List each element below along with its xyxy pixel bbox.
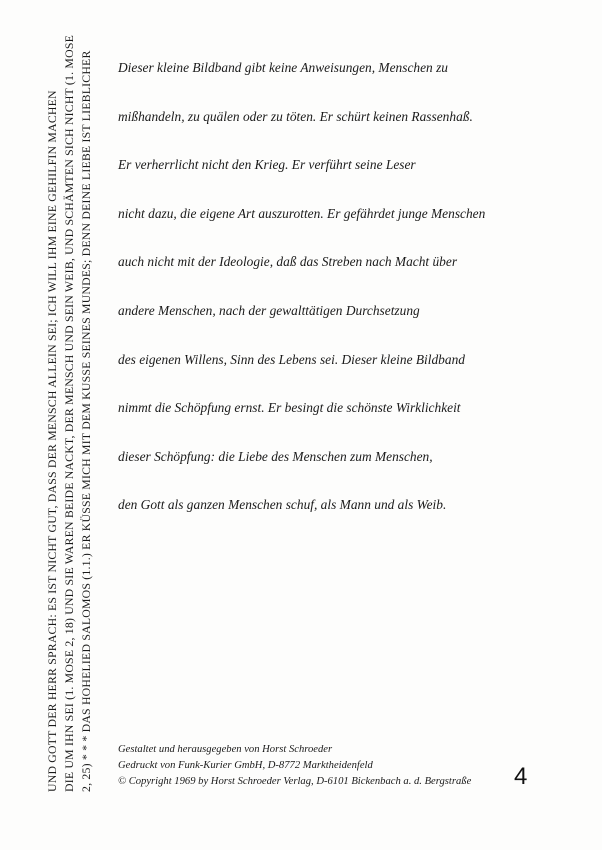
body-line-8: nimmt die Schöpfung ernst. Er besingt die schönste Wirklichkeit bbox=[118, 400, 461, 416]
side-text-line-2: DIE UM IHN SEI (1. MOSE 2, 18) UND SIE WAREN BEIDE NACKT, DER MENSCH UND SEIN WEIB, UND SCHÄMTEN SICH NICHT (1. MOSE bbox=[62, 34, 76, 792]
body-line-3: Er verherrlicht nicht den Krieg. Er verführt seine Leser bbox=[118, 157, 416, 173]
body-line-4: nicht dazu, die eigene Art auszurotten. Er gefährdet junge Menschen bbox=[118, 205, 486, 221]
page-number: 4 bbox=[514, 763, 528, 790]
body-line-1: Dieser kleine Bildband gibt keine Anweisungen, Menschen zu bbox=[118, 60, 448, 75]
body-line-6: andere Menschen, nach der gewalttätigen Durchsetzung bbox=[118, 302, 420, 318]
side-text-line-3: 2, 25) * * * DAS HOHELIED SALOMOS (1.1.) ER KÜSSE MICH MIT DEM KUSSE SEINES MUNDES; DENN DEINE LIEBE IST LIEBLICHER bbox=[79, 50, 93, 792]
body-line-10: den Gott als ganzen Menschen schuf, als Mann und als Weib. bbox=[118, 497, 447, 513]
colophon-designer: Gestaltet und herausgegeben von Horst Schroeder bbox=[118, 744, 333, 755]
side-text-line-1: UND GOTT DER HERR SPRACH: ES IST NICHT GUT, DASS DER MENSCH ALLEIN SEI; ICH WILL IHM EINE GEHILFIN MACHEN bbox=[45, 90, 59, 792]
body-line-9: dieser Schöpfung: die Liebe des Menschen zum Menschen, bbox=[118, 448, 433, 464]
vertical-bible-quote bbox=[44, 34, 95, 792]
body-line-7: des eigenen Willens, Sinn des Lebens sei. Dieser kleine Bildband bbox=[118, 351, 465, 367]
body-line-2: mißhandeln, zu quälen oder zu töten. Er schürt keinen Rassenhaß. bbox=[118, 108, 473, 124]
colophon-copyright: © Copyright 1969 by Horst Schroeder Verlag, D-6101 Bickenbach a. d. Bergstraße bbox=[118, 776, 472, 787]
body-line-5: auch nicht mit der Ideologie, daß das Streben nach Macht über bbox=[118, 254, 458, 270]
main-paragraph bbox=[118, 44, 518, 530]
colophon bbox=[118, 742, 471, 790]
colophon-printer: Gedruckt von Funk-Kurier GmbH, D-8772 Marktheidenfeld bbox=[118, 760, 373, 771]
